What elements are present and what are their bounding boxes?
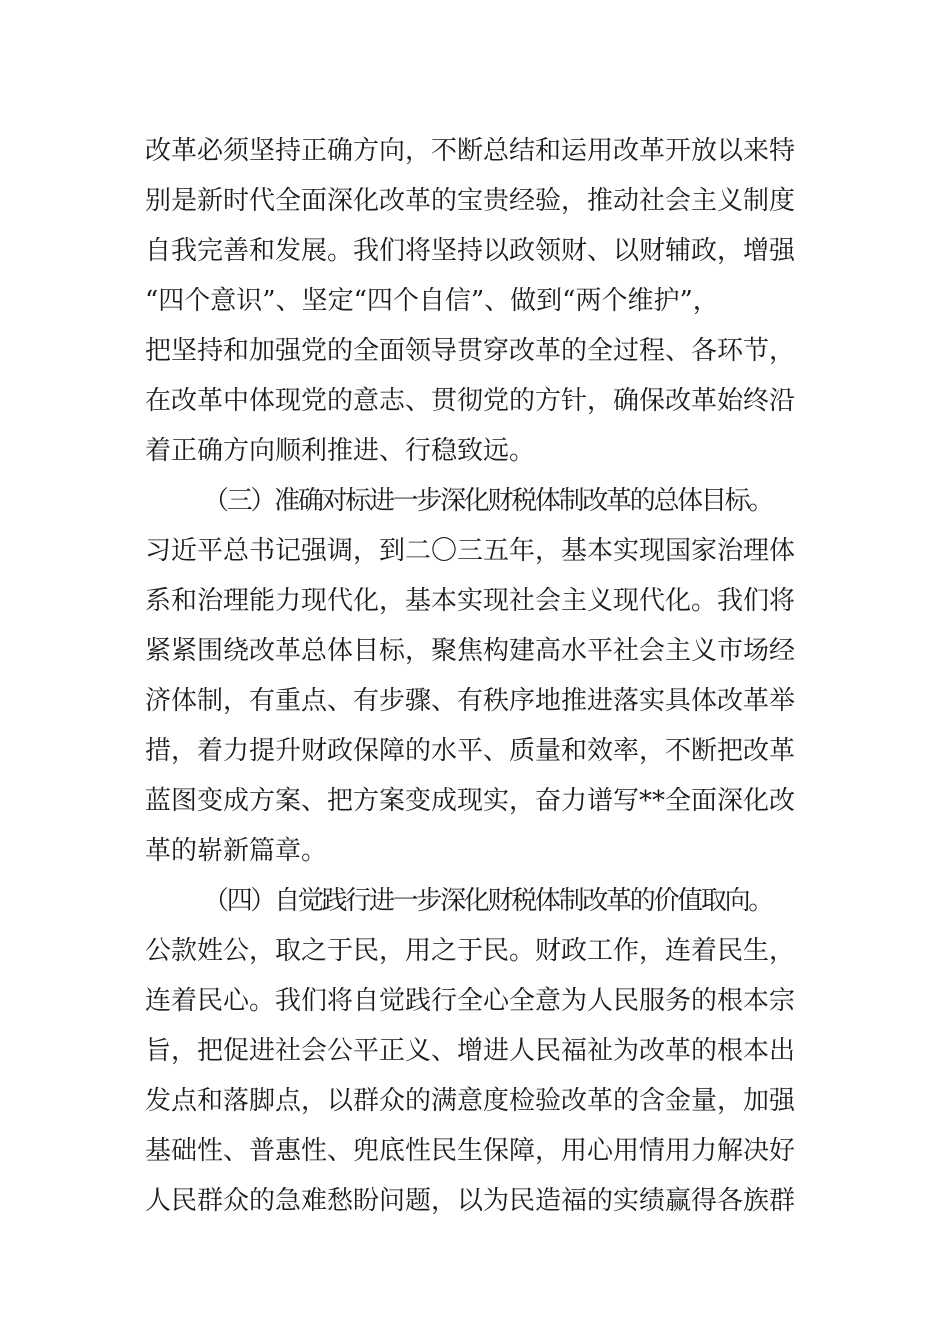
text-line: 措，着力提升财政保障的水平、质量和效率，不断把改革 xyxy=(145,736,796,766)
text-line: 人民群众的急难愁盼问题，以为民造福的实绩赢得各族群 xyxy=(145,1186,796,1216)
section-heading: （三）准确对标进一步深化财税体制改革的总体目标。 xyxy=(203,486,773,516)
text-line: 紧紧围绕改革总体目标，聚焦构建高水平社会主义市场经 xyxy=(145,636,796,666)
text-line: 革的崭新篇章。 xyxy=(145,836,328,866)
text-line: 发点和落脚点，以群众的满意度检验改革的含金量，加强 xyxy=(145,1086,796,1116)
text-line: “四个意识”、坚定“四个自信”、做到“两个维护”， xyxy=(145,286,719,316)
text-line: 改革必须坚持正确方向，不断总结和运用改革开放以来特 xyxy=(145,136,796,166)
text-line: 公款姓公，取之于民，用之于民。财政工作，连着民生， xyxy=(145,936,796,966)
text-line: 旨，把促进社会公平正义、增进人民福祉为改革的根本出 xyxy=(145,1036,796,1066)
text-line: 自我完善和发展。我们将坚持以政领财、以财辅政，增强 xyxy=(145,236,796,266)
text-line: 别是新时代全面深化改革的宝贵经验，推动社会主义制度 xyxy=(145,186,796,216)
text-line: 在改革中体现党的意志、贯彻党的方针，确保改革始终沿 xyxy=(145,386,796,416)
text-line: 着正确方向顺利推进、行稳致远。 xyxy=(145,436,536,466)
text-line: 基础性、普惠性、兜底性民生保障，用心用情用力解决好 xyxy=(145,1136,796,1166)
text-line: 系和治理能力现代化，基本实现社会主义现代化。我们将 xyxy=(145,586,796,616)
text-line: 把坚持和加强党的全面领导贯穿改革的全过程、各环节， xyxy=(145,336,796,366)
text-line: 济体制，有重点、有步骤、有秩序地推进落实具体改革举 xyxy=(145,686,796,716)
section-heading: （四）自觉践行进一步深化财税体制改革的价值取向。 xyxy=(203,886,773,916)
text-line: 连着民心。我们将自觉践行全心全意为人民服务的根本宗 xyxy=(145,986,796,1016)
text-line: 蓝图变成方案、把方案变成现实，奋力谱写**全面深化改 xyxy=(145,786,796,816)
text-line: 习近平总书记强调，到二〇三五年，基本实现国家治理体 xyxy=(145,536,796,566)
